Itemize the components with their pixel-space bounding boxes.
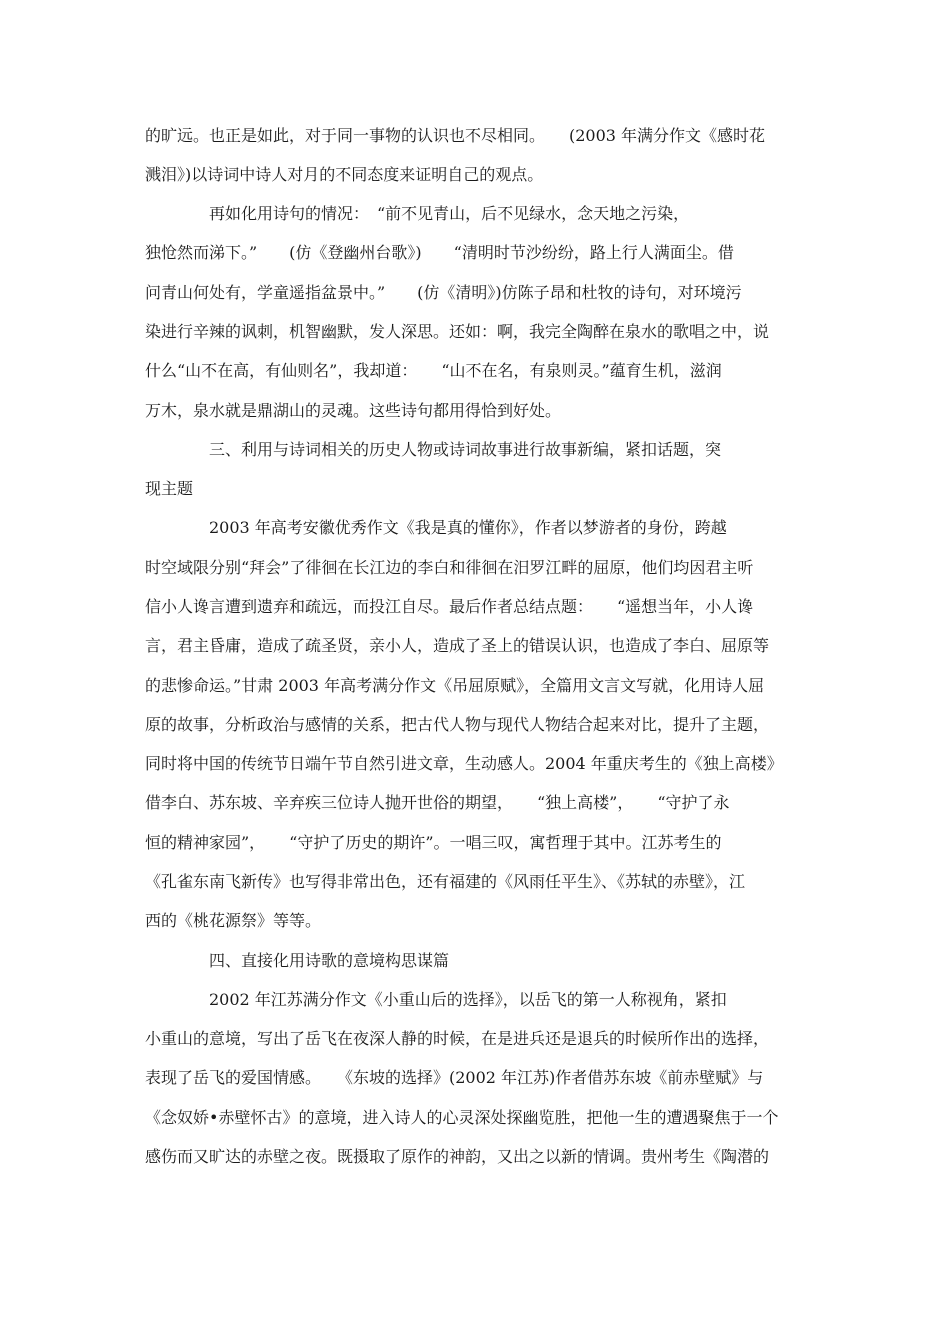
text-line: 借李白、苏东坡、辛弃疾三位诗人抛开世俗的期望， “独上高楼”， “守护了永 [145,793,730,812]
text-line: 问青山何处有，学童遥指盆景中。” (仿《清明》)仿陈子昂和杜牧的诗句，对环境污 [145,283,742,302]
text-line: 同时将中国的传统节日端午节自然引进文章，生动感人。2004 年重庆考生的《独上高楼》 [145,754,783,773]
section-heading: 三、利用与诗词相关的历史人物或诗词故事进行故事新编，紧扣话题，突 [145,440,722,459]
text-line: 恒的精神家园”， “守护了历史的期许”。一唱三叹，寓哲理于其中。江苏考生的 [145,833,722,852]
text-line: 言，君主昏庸，造成了疏圣贤，亲小人，造成了圣上的错误认识，也造成了李白、屈原等 [145,636,770,655]
text-line: 《孔雀东南飞新传》也写得非常出色，还有福建的《风雨任平生》、《苏轼的赤壁》，江 [145,872,746,891]
text-line: 的旷远。也正是如此，对于同一事物的认识也不尽相同。 (2003 年满分作文《感时花 [145,126,766,145]
text-line: 染进行辛辣的讽刺，机智幽默，发人深思。还如：啊，我完全陶醉在泉水的歌唱之中，说 [145,322,770,341]
text-line: 的悲惨命运。”甘肃 2003 年高考满分作文《吊屈原赋》，全篇用文言文写就，化用诗人屈 [145,676,765,695]
text-line: 2003 年高考安徽优秀作文《我是真的懂你》，作者以梦游者的身份，跨越 [145,518,727,537]
text-line: 再如化用诗句的情况： “前不见青山，后不见绿水，念天地之污染， [145,204,690,223]
text-line: 信小人谗言遭到遗弃和疏远，而投江自尽。最后作者总结点题： “遥想当年，小人谗 [145,597,754,616]
text-line: 西的《桃花源祭》等等。 [145,911,322,930]
text-line: 什么“山不在高，有仙则名”，我却道： “山不在名，有泉则灵。”蕴育生机，滋润 [145,361,722,380]
text-line: 2002 年江苏满分作文《小重山后的选择》，以岳飞的第一人称视角，紧扣 [145,990,727,1009]
text-line: 独怆然而涕下。” (仿《登幽州台歌》) “清明时节沙纷纷，路上行人满面尘。借 [145,243,734,262]
text-line: 溅泪》)以诗词中诗人对月的不同态度来证明自己的观点。 [145,165,544,184]
text-line: 小重山的意境，写出了岳飞在夜深人静的时候，在是进兵还是退兵的时候所作出的选择， [145,1029,770,1048]
text-line: 原的故事，分析政治与感情的关系，把古代人物与现代人物结合起来对比，提升了主题， [145,715,770,734]
text-line: 《念奴娇•赤壁怀古》的意境，进入诗人的心灵深处探幽览胜，把他一生的遭遇聚焦于一个 [145,1108,779,1127]
text-line: 万木，泉水就是鼎湖山的灵魂。这些诗句都用得恰到好处。 [145,401,562,420]
section-heading: 四、直接化用诗歌的意境构思谋篇 [145,951,450,970]
text-line: 表现了岳飞的爱国情感。 《东坡的选择》(2002 年江苏)作者借苏东坡《前赤壁赋》与 [145,1068,764,1087]
text-line: 感伤而又旷达的赤壁之夜。既摄取了原作的神韵，又出之以新的情调。贵州考生《陶潜的 [145,1147,770,1166]
section-heading: 现主题 [145,479,194,498]
text-line: 时空域限分别“拜会”了徘徊在长江边的李白和徘徊在汨罗江畔的屈原，他们均因君主听 [145,558,754,577]
